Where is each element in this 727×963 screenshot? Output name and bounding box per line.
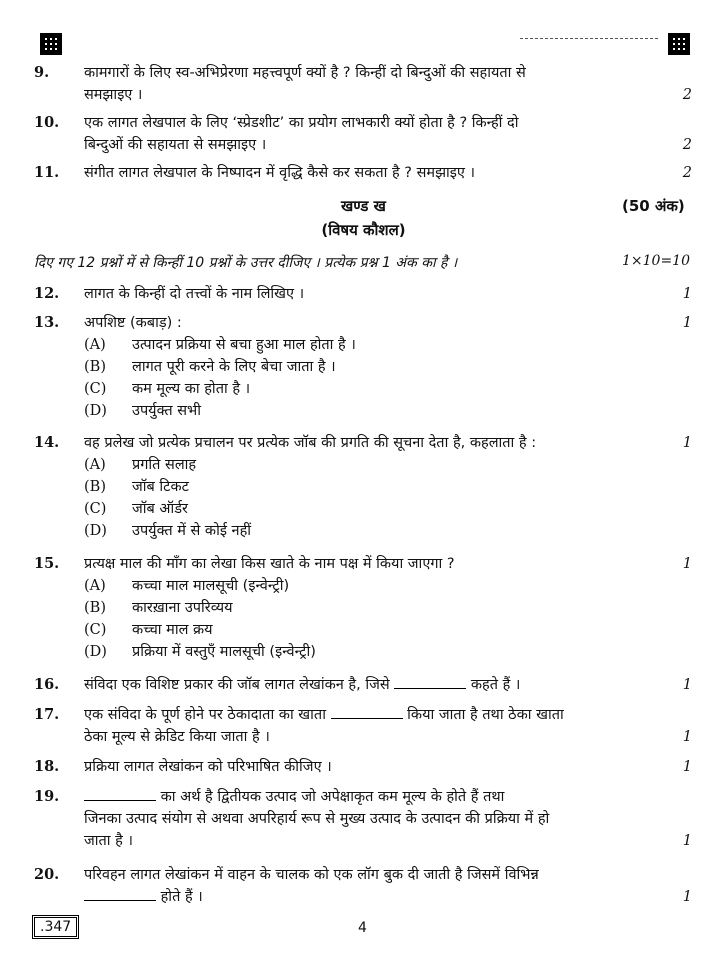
question-text: प्रत्यक्ष माल की माँग का लेखा किस खाते के नाम पक्ष में किया जाएगा ? <box>84 556 455 572</box>
option-c <box>84 378 250 400</box>
option-label: (A) <box>84 337 106 353</box>
section-subtitle: (विषय कौशल) <box>321 221 406 239</box>
question-number: 16. <box>34 676 60 693</box>
option-text: उपर्युक्त में से कोई नहीं <box>132 523 252 539</box>
option-text: प्रगति सलाह <box>132 457 197 473</box>
question-text: एक संविदा के पूर्ण होने पर ठेकादाता का खाता किया जाता है तथा ठेका खाता <box>84 704 654 726</box>
option-text: प्रक्रिया में वस्तुएँ मालसूची (इन्वेन्ट्री) <box>132 644 316 660</box>
question-text: बिन्दुओं की सहायता से समझाइए । <box>84 137 267 153</box>
answer-blank <box>394 674 466 689</box>
qr-code-left-icon <box>40 33 62 55</box>
section-title: खण्ड ख <box>341 197 386 215</box>
question-text: जाता है । <box>84 833 133 849</box>
question-marks: 1 <box>682 435 692 451</box>
question-text: संगीत लागत लेखपाल के निष्पादन में वृद्धि कैसे कर सकता है ? समझाइए । <box>84 165 476 181</box>
question-text: समझाइए । <box>84 87 143 103</box>
option-d <box>84 641 316 663</box>
question-text: एक लागत लेखपाल के लिए ‘स्प्रेडशीट’ का प्रयोग लाभकारी क्यों होता है ? किन्हीं दो <box>84 115 519 131</box>
question-marks: 1 <box>682 889 692 905</box>
question-text: लागत के किन्हीं दो तत्त्वों के नाम लिखिए । <box>84 286 305 302</box>
option-text: जॉब ऑर्डर <box>132 501 188 517</box>
option-label: (B) <box>84 479 106 495</box>
option-text: कच्चा माल मालसूची (इन्वेन्ट्री) <box>132 578 290 594</box>
option-label: (B) <box>84 600 106 616</box>
question-number: 13. <box>34 314 60 331</box>
option-label: (A) <box>84 578 106 594</box>
question-number: 18. <box>34 758 60 775</box>
option-label: (A) <box>84 457 106 473</box>
question-number: 19. <box>34 788 60 805</box>
question-text: का अर्थ है द्वितीयक उत्पाद जो अपेक्षाकृत कम मूल्य के होते हैं तथा <box>84 786 654 808</box>
question-number: 15. <box>34 555 60 572</box>
question-number: 20. <box>34 866 60 883</box>
option-label: (C) <box>84 381 107 397</box>
option-label: (D) <box>84 403 107 419</box>
option-b <box>84 597 233 619</box>
option-text: जॉब टिकट <box>132 479 189 495</box>
option-text: लागत पूरी करने के लिए बेचा जाता है । <box>132 359 336 375</box>
option-text: कम मूल्य का होता है । <box>132 381 251 397</box>
question-number: 17. <box>34 706 60 723</box>
option-c <box>84 619 213 641</box>
option-text: उत्पादन प्रक्रिया से बचा हुआ माल होता है । <box>132 337 356 353</box>
question-number: 12. <box>34 285 60 302</box>
question-text: ठेका मूल्य से क्रेडिट किया जाता है । <box>84 729 270 745</box>
option-label: (D) <box>84 523 107 539</box>
question-marks: 1 <box>682 677 692 693</box>
question-text: जिनका उत्पाद संयोग से अथवा अपरिहार्य रूप से मुख्य उत्पाद के उत्पादन की प्रक्रिया में हो <box>84 811 550 827</box>
question-marks: 1 <box>682 759 692 775</box>
question-number: 14. <box>34 434 60 451</box>
question-text: अपशिष्ट (कबाड़) : <box>84 315 182 331</box>
option-label: (D) <box>84 644 107 660</box>
question-text: कामगारों के लिए स्व-अभिप्रेरणा महत्त्वपूर्ण क्यों है ? किन्हीं दो बिन्दुओं की सहायता से <box>84 65 526 81</box>
answer-blank <box>331 704 403 719</box>
header-dashed-line <box>520 38 658 39</box>
question-marks: 1 <box>682 315 692 331</box>
instruction-marks: 1×10=10 <box>622 253 690 269</box>
question-marks: 2 <box>682 87 692 103</box>
option-d <box>84 520 251 542</box>
question-marks: 2 <box>682 137 692 153</box>
option-d <box>84 400 201 422</box>
question-number: 10. <box>34 114 60 131</box>
paper-code: .347 <box>34 917 77 937</box>
question-text: प्रक्रिया लागत लेखांकन को परिभाषित कीजिए । <box>84 759 332 775</box>
option-label: (B) <box>84 359 106 375</box>
option-a <box>84 454 196 476</box>
question-marks: 1 <box>682 729 692 745</box>
option-b <box>84 476 189 498</box>
answer-blank <box>84 886 156 901</box>
section-marks: (50 अंक) <box>622 197 685 215</box>
question-text: संविदा एक विशिष्ट प्रकार की जॉब लागत लेखांकन है, जिसे कहते हैं । <box>84 674 654 696</box>
question-text: वह प्रलेख जो प्रत्येक प्रचालन पर प्रत्येक जॉब की प्रगति की सूचना देता है, कहलाता है : <box>84 435 537 451</box>
option-text: उपर्युक्त सभी <box>132 403 201 419</box>
option-a <box>84 575 289 597</box>
option-text: कच्चा माल क्रय <box>132 622 213 638</box>
instruction-text: दिए गए 12 प्रश्नों में से किन्हीं 10 प्रश्नों के उत्तर दीजिए । प्रत्येक प्रश्न 1 अंक का है । <box>34 255 458 271</box>
qr-code-right-icon <box>668 33 690 55</box>
question-marks: 1 <box>682 556 692 572</box>
question-marks: 2 <box>682 165 692 181</box>
answer-blank <box>84 786 156 801</box>
option-label: (C) <box>84 501 107 517</box>
option-a <box>84 334 356 356</box>
option-text: कारख़ाना उपरिव्यय <box>132 600 233 616</box>
option-label: (C) <box>84 622 107 638</box>
option-b <box>84 356 336 378</box>
question-marks: 1 <box>682 286 692 302</box>
option-c <box>84 498 188 520</box>
question-number: 11. <box>34 164 60 181</box>
question-number: 9. <box>34 64 50 81</box>
question-text: परिवहन लागत लेखांकन में वाहन के चालक को एक लॉग बुक दी जाती है जिसमें विभिन्न <box>84 867 539 883</box>
question-text: होते हैं । <box>84 886 654 908</box>
page-number: 4 <box>358 920 367 936</box>
question-marks: 1 <box>682 833 692 849</box>
